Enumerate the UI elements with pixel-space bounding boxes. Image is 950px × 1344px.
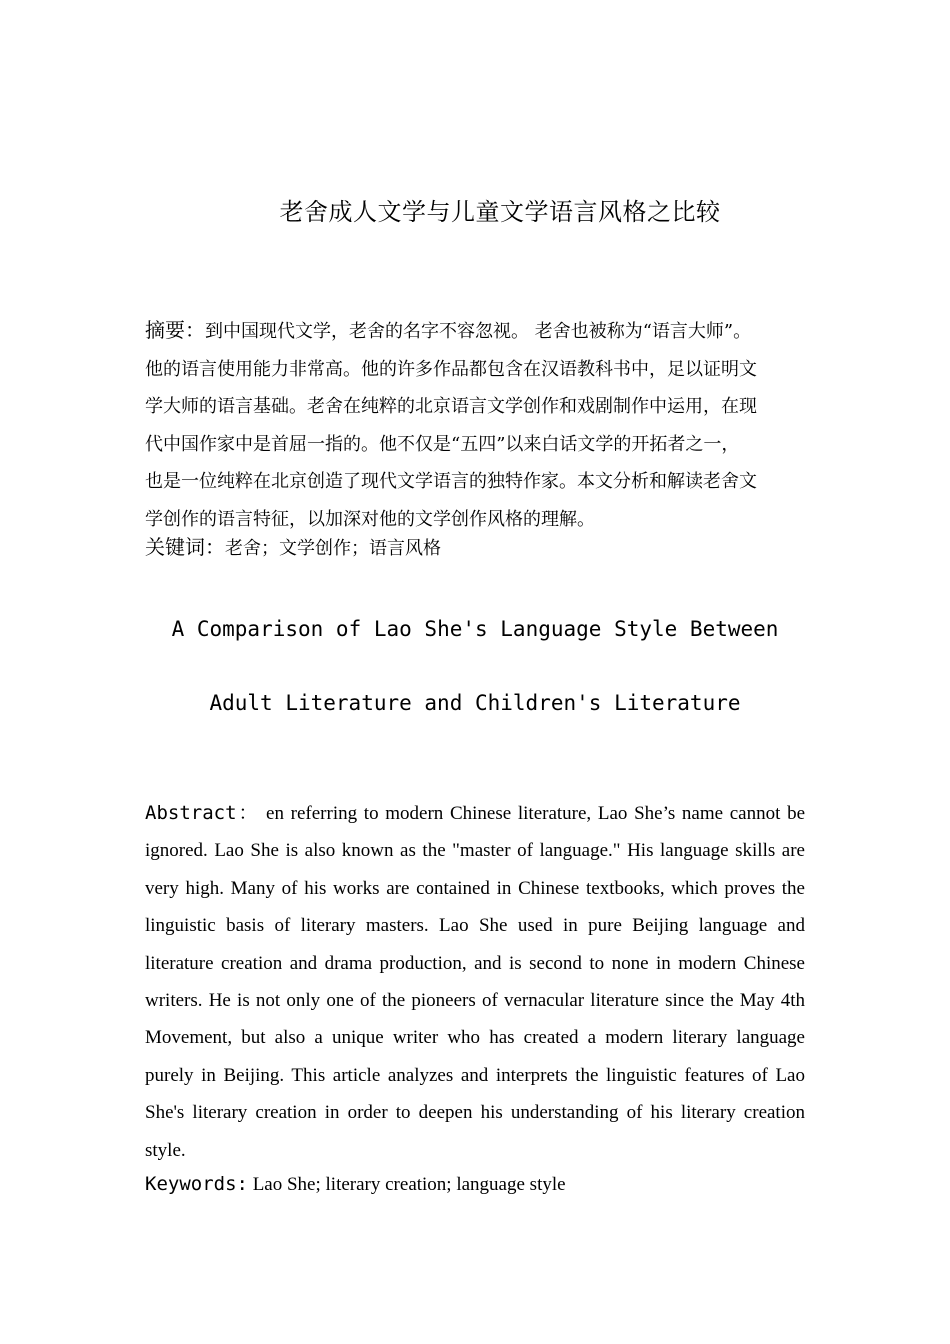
- english-keywords-text: Lao She; literary creation; language style: [247, 1174, 566, 1195]
- chinese-abstract-line: 学创作的语言特征，以加深对他的文学创作风格的理解。: [145, 508, 595, 530]
- english-keywords: [145, 1167, 566, 1202]
- chinese-abstract-line: 代中国作家中是首屈一指的。他不仅是“五四”以来白话文学的开拓者之一，: [145, 433, 740, 455]
- english-keywords-label: Keywords:: [145, 1173, 248, 1195]
- chinese-keywords-text: 老舍；文学创作；语言风格: [225, 538, 441, 559]
- english-abstract-label: Abstract：: [145, 802, 260, 824]
- english-abstract-text: en referring to modern Chinese literature, Lao She’s name cannot be ignored. Lao She is also known as the "master of language." His language skills are very high. Many of his works are contained in Chinese textbooks, which proves the linguistic basis of literary masters. Lao She used in pure Beijing language and literature creation and drama production, and is second to none in modern Chinese writers. He is not only one of the pioneers of vernacular literature since the May 4th Movement, but also a unique writer who has created a modern literary language purely in Beijing. This article analyzes and interprets the linguistic features of Lao She's literary creation in order to deepen his understanding of his literary creation style.: [145, 803, 806, 1161]
- chinese-abstract-label: 摘要：: [145, 318, 205, 342]
- chinese-abstract-line: 也是一位纯粹在北京创造了现代文学语言的独特作家。本文分析和解读老舍文: [145, 471, 757, 492]
- english-title-line-2: Adult Literature and Children's Literature: [209, 691, 741, 715]
- chinese-abstract-line: 他的语言使用能力非常高。他的许多作品都包含在汉语教科书中，足以证明文: [145, 358, 757, 380]
- chinese-keywords: [145, 530, 441, 566]
- chinese-abstract-line: [145, 312, 820, 351]
- chinese-abstract-text: 到中国现代文学，老舍的名字不容忽视。 老舍也被称为“语言大师”。: [205, 321, 752, 342]
- chinese-keywords-label: 关键词：: [145, 535, 225, 559]
- chinese-title: 老舍成人文学与儿童文学语言风格之比较: [279, 198, 721, 226]
- chinese-abstract-line: 学大师的语言基础。老舍在纯粹的北京语言文学创作和戏剧制作中运用，在现: [145, 396, 757, 417]
- english-title-line-1: A Comparison of Lao She's Language Style Between: [171, 617, 779, 641]
- chinese-abstract: [145, 312, 820, 538]
- english-abstract: [145, 795, 805, 1169]
